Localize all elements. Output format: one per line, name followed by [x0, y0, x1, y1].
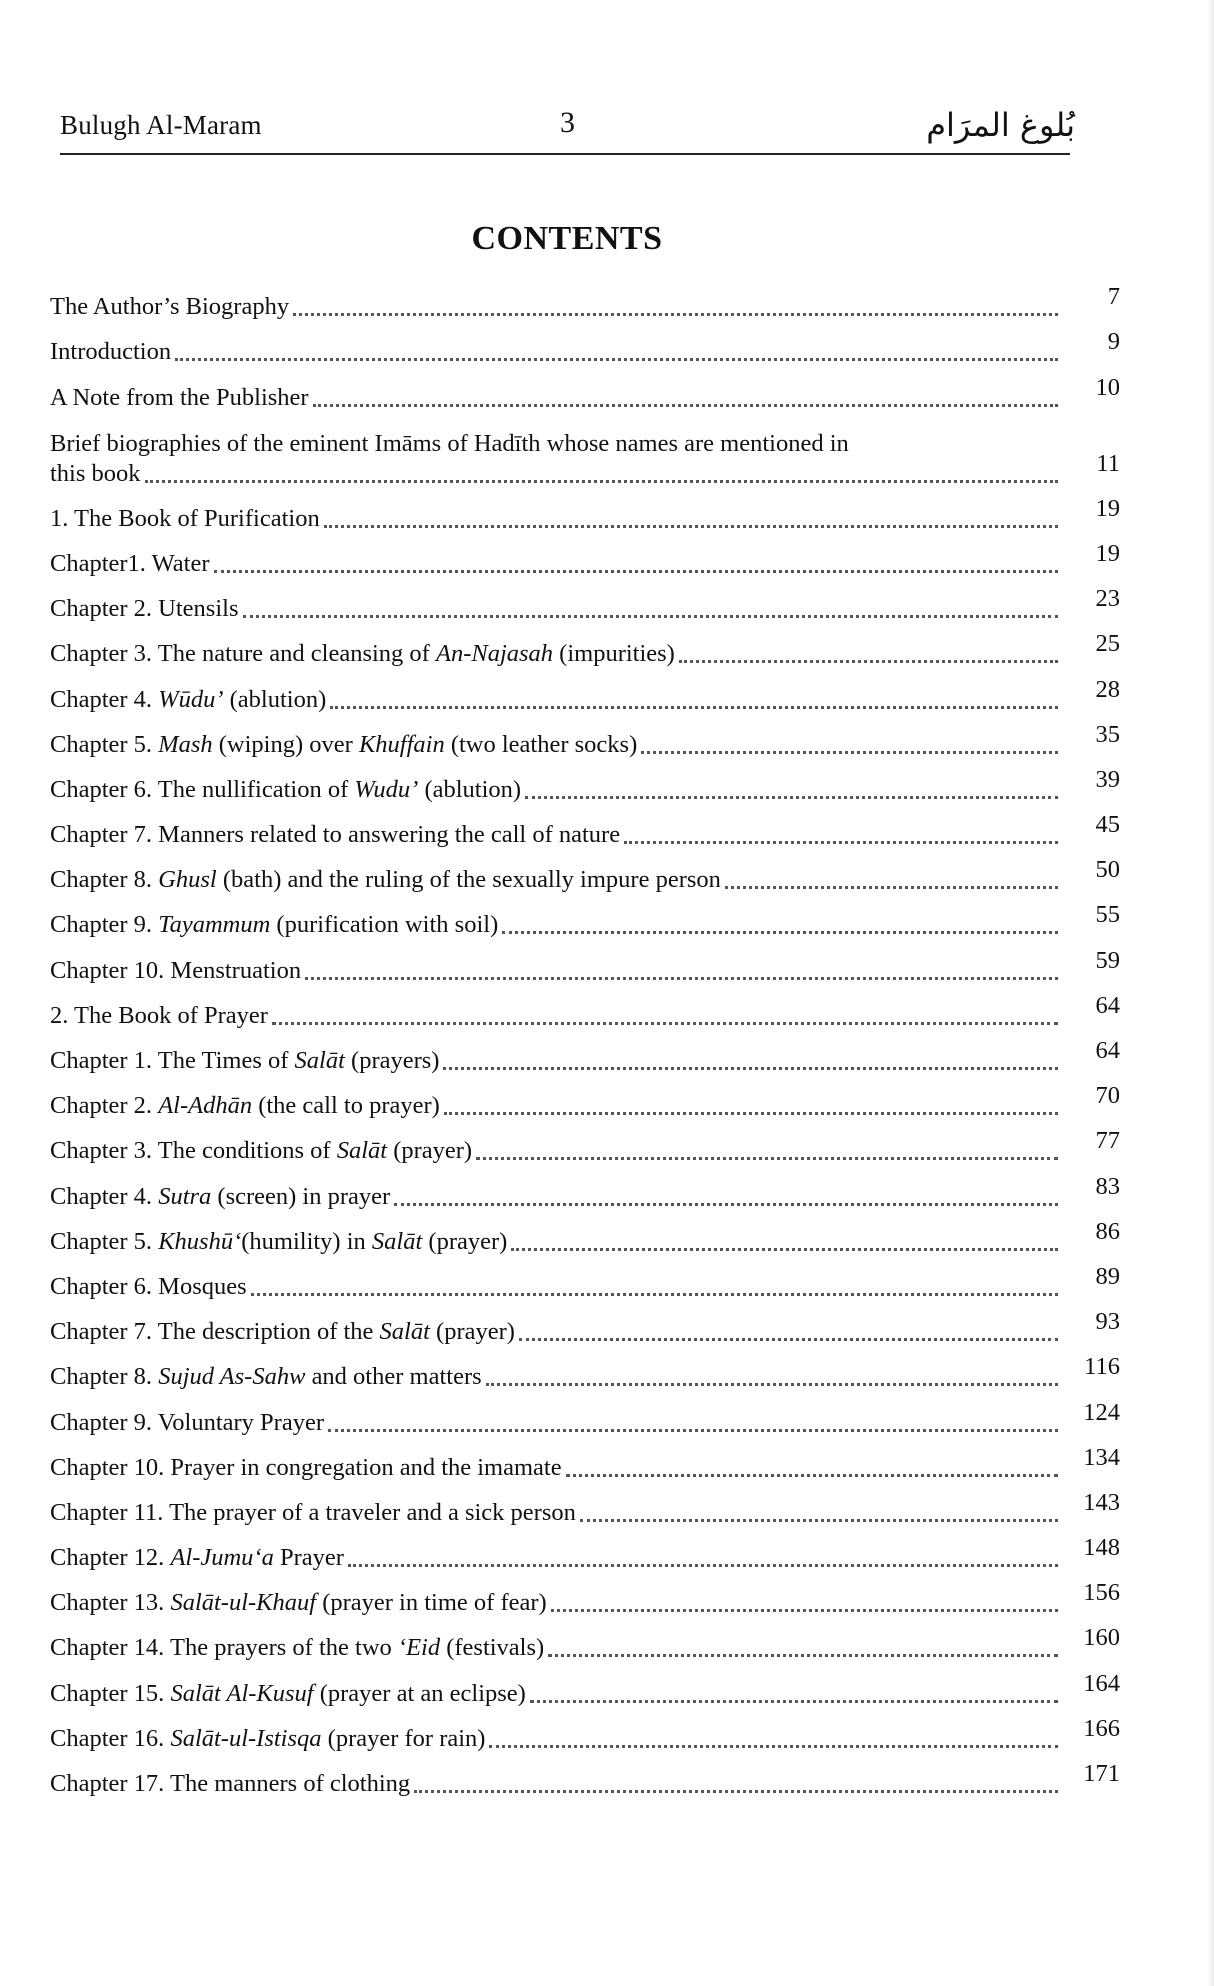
toc-entry[interactable]: [50, 1347, 1120, 1392]
dot-leader: [624, 840, 1058, 844]
toc-entry-title: [50, 1633, 544, 1663]
toc-entry-page: 70: [1095, 1082, 1120, 1110]
toc-entry-title: [50, 1046, 439, 1076]
toc-entry-term: Mash: [158, 730, 213, 758]
toc-entry-term: Salāt: [336, 1137, 388, 1165]
dot-leader: [328, 1428, 1058, 1432]
toc-entry-page: 23: [1095, 585, 1120, 613]
toc-entry-page: 39: [1095, 765, 1120, 793]
toc-entry-page: 171: [1083, 1760, 1120, 1787]
dot-leader: [486, 1382, 1058, 1386]
dot-leader: [566, 1473, 1058, 1477]
toc-entry[interactable]: [50, 940, 1120, 985]
toc-entry[interactable]: [50, 986, 1120, 1031]
page-number: 3: [560, 106, 575, 139]
toc-entry-title-text: (prayer for rain): [321, 1724, 486, 1752]
toc-entry-term: Khushū‘: [158, 1227, 242, 1255]
running-title: Bulugh Al-Maram: [60, 110, 262, 140]
toc-entry-page: 83: [1095, 1172, 1120, 1200]
toc-entry[interactable]: [50, 1709, 1120, 1754]
toc-entry[interactable]: [50, 715, 1120, 760]
dot-leader: [641, 750, 1058, 754]
toc-entry-term: Wudu’: [354, 775, 419, 803]
toc-entry-title: [50, 1679, 526, 1709]
dot-leader: [679, 659, 1058, 663]
toc-entry-title: [50, 383, 309, 413]
toc-entry-title: [50, 504, 320, 534]
toc-entry-title-text: Chapter 10. Prayer in congregation and the imamate: [50, 1453, 562, 1481]
toc-entry-title-text: Chapter 15.: [50, 1679, 171, 1707]
toc-entry-title-text: Chapter 4.: [50, 1182, 159, 1210]
toc-entry-title-text: (prayer): [429, 1318, 515, 1346]
toc-entry-term: Salāt Al-Kusuf: [170, 1679, 314, 1707]
toc-entry-term: Ghusl: [158, 866, 217, 894]
toc-entry-page: 77: [1095, 1127, 1120, 1155]
dot-leader: [519, 1337, 1058, 1341]
toc-entry-title-text: Chapter 5.: [50, 1227, 159, 1255]
toc-entry[interactable]: [50, 1754, 1120, 1799]
toc-entry[interactable]: [50, 1663, 1120, 1708]
toc-entry-title-text: (prayers): [344, 1047, 440, 1074]
toc-entry-title-text: Chapter 16.: [50, 1724, 171, 1752]
toc-entry-page: 45: [1095, 811, 1120, 839]
toc-entry-term: Al-Adhān: [158, 1092, 253, 1120]
toc-entry-page: 59: [1095, 946, 1120, 974]
toc-entry-term: Salāt: [379, 1318, 430, 1346]
toc-entry-title: [50, 292, 289, 322]
toc-entry-title-text: Chapter 11. The prayer of a traveler and a sick person: [50, 1498, 576, 1526]
table-of-contents: [50, 277, 1120, 1799]
toc-entry[interactable]: [50, 895, 1120, 940]
dot-leader: [272, 1021, 1058, 1025]
toc-entry-title-text: (ablution): [223, 685, 327, 713]
toc-entry-page: 148: [1083, 1534, 1120, 1562]
toc-entry-title: [50, 337, 171, 367]
contents-heading: CONTENTS: [471, 220, 663, 257]
header-rule: [60, 153, 1070, 155]
toc-entry-title-text: Chapter 17. The manners of clothing: [50, 1770, 411, 1797]
toc-entry[interactable]: [50, 1573, 1120, 1618]
toc-entry[interactable]: [50, 850, 1120, 895]
toc-entry-title-text: 1. The Book of Purification: [50, 504, 320, 532]
dot-leader: [511, 1247, 1058, 1251]
dot-leader: [414, 1789, 1058, 1793]
toc-entry-page: 124: [1083, 1398, 1120, 1426]
toc-entry[interactable]: [50, 322, 1120, 367]
dot-leader: [251, 1292, 1058, 1296]
toc-entry-term: Tayammum: [158, 911, 271, 939]
toc-entry[interactable]: [50, 1121, 1120, 1166]
toc-entry-term: Al-Jumu‘a: [170, 1544, 274, 1572]
toc-entry-title-text: (bath) and the ruling of the sexually impure person: [216, 866, 721, 894]
dot-leader: [305, 976, 1058, 980]
toc-entry-page: 86: [1095, 1217, 1120, 1245]
toc-entry-title-text: Chapter 7. Manners related to answering the call of nature: [50, 821, 621, 849]
dot-leader: [243, 614, 1059, 618]
toc-entry-title: [50, 1543, 344, 1573]
toc-entry-title-text: (prayer in time of fear): [316, 1589, 547, 1617]
dot-leader: [551, 1608, 1058, 1612]
toc-entry-term: Sujud As-Sahw: [158, 1363, 306, 1391]
dot-leader: [348, 1563, 1058, 1567]
toc-entry-title: [50, 730, 637, 760]
toc-entry-title: [50, 1227, 507, 1257]
toc-entry-page: 35: [1095, 720, 1120, 748]
toc-entry-title: [50, 1317, 515, 1347]
dot-leader: [214, 569, 1059, 573]
dot-leader: [580, 1518, 1058, 1522]
toc-entry-title: [50, 1453, 562, 1483]
toc-entry-title-text: Chapter 1. The Times of: [50, 1047, 295, 1074]
toc-entry-title-text: (prayer at an eclipse): [313, 1679, 526, 1707]
dot-leader: [330, 705, 1058, 709]
toc-entry[interactable]: [50, 1076, 1120, 1121]
toc-entry-title: [50, 956, 301, 986]
toc-entry-title-text: (ablution): [418, 775, 522, 803]
toc-entry[interactable]: [50, 1257, 1120, 1302]
toc-entry-title: [50, 1091, 440, 1121]
toc-entry-title-text: Chapter 14. The prayers of the two: [50, 1634, 398, 1662]
dot-leader: [548, 1653, 1058, 1657]
dot-leader: [502, 930, 1058, 934]
toc-entry[interactable]: [50, 1212, 1120, 1257]
toc-entry-term: An-Najasah: [435, 640, 554, 668]
toc-entry-page: 93: [1095, 1308, 1120, 1336]
toc-entry-title: [50, 910, 498, 940]
page-header: [60, 100, 1075, 150]
toc-entry-title-text: Chapter 4.: [50, 685, 159, 713]
toc-entry-page: 50: [1095, 856, 1120, 884]
toc-entry-title: [50, 594, 239, 624]
toc-entry-title: [50, 685, 326, 715]
toc-entry-title-text: Chapter 2.: [50, 1092, 159, 1120]
toc-entry-term: Wūdu’: [158, 685, 224, 713]
toc-entry[interactable]: [50, 669, 1120, 714]
dot-leader: [444, 1111, 1058, 1115]
toc-entry-page: 156: [1083, 1579, 1120, 1607]
toc-entry-term: Khuffain: [358, 730, 445, 758]
toc-entry-title-text: Chapter 12.: [50, 1544, 171, 1572]
toc-entry[interactable]: [50, 760, 1120, 805]
toc-entry-title-text: Chapter 2. Utensils: [50, 595, 239, 623]
toc-entry[interactable]: [50, 413, 1120, 489]
toc-entry-title: [50, 1272, 247, 1302]
toc-entry-title: [50, 1724, 485, 1754]
toc-entry-title: [50, 1136, 472, 1166]
toc-entry[interactable]: [50, 579, 1120, 624]
toc-entry-page: 164: [1083, 1669, 1120, 1697]
toc-entry-term: Sutra: [158, 1182, 212, 1210]
toc-entry-page: 64: [1095, 991, 1120, 1019]
toc-entry-title-text: Chapter 3. The nature and cleansing of: [50, 640, 436, 668]
toc-entry[interactable]: [50, 277, 1120, 322]
toc-entry-page: 166: [1083, 1714, 1120, 1742]
toc-entry[interactable]: [50, 489, 1120, 534]
toc-entry-title: [50, 1362, 482, 1392]
toc-entry-title-text: (prayer): [422, 1227, 508, 1255]
toc-entry-title-text: Chapter 6. Mosques: [50, 1272, 247, 1300]
toc-entry-page: 64: [1095, 1037, 1120, 1064]
toc-entry-title: [50, 1408, 324, 1438]
toc-entry-page: 25: [1095, 630, 1120, 658]
toc-entry[interactable]: [50, 1483, 1120, 1528]
toc-entry-page: 89: [1095, 1262, 1120, 1290]
toc-entry-title: [50, 1182, 390, 1212]
dot-leader: [725, 885, 1058, 889]
toc-entry-title: [50, 549, 210, 579]
toc-entry[interactable]: [50, 1392, 1120, 1437]
toc-entry-title-text: Prayer: [273, 1544, 344, 1572]
toc-entry-page: 160: [1083, 1624, 1120, 1652]
dot-leader: [394, 1202, 1058, 1206]
toc-entry-page: 116: [1084, 1353, 1120, 1381]
dot-leader: [313, 403, 1058, 407]
toc-entry-title-text: Chapter 6. The nullification of: [50, 775, 355, 803]
toc-entry[interactable]: [50, 1302, 1120, 1347]
toc-entry-title-text: The Author’s Biography: [50, 293, 290, 321]
dot-leader: [476, 1156, 1058, 1160]
toc-entry[interactable]: [50, 624, 1120, 669]
toc-entry-title: [50, 1498, 576, 1528]
toc-entry-title: [50, 775, 521, 805]
toc-entry-title-text: Chapter 13.: [50, 1589, 171, 1617]
toc-entry-title-text: Chapter 8.: [50, 1363, 159, 1391]
toc-entry-title: [50, 1769, 410, 1799]
toc-entry-page: 19: [1095, 539, 1120, 567]
toc-entry-page: 28: [1095, 675, 1120, 703]
dot-leader: [175, 357, 1058, 361]
toc-entry[interactable]: [50, 1031, 1120, 1076]
toc-entry-term: Salāt: [371, 1227, 423, 1255]
dot-leader: [324, 524, 1058, 528]
toc-entry[interactable]: [50, 367, 1120, 412]
toc-entry-title-text: (impurities): [553, 640, 675, 668]
toc-entry-title: [50, 1588, 547, 1618]
toc-entry-title-text: Introduction: [50, 338, 172, 366]
toc-entry-page: 7: [1107, 283, 1120, 311]
toc-entry[interactable]: [50, 1528, 1120, 1573]
toc-entry[interactable]: [50, 1438, 1120, 1483]
dot-leader: [145, 479, 1058, 483]
toc-entry-title-text: Chapter1. Water: [50, 549, 210, 577]
toc-entry-title-text: (two leather socks): [444, 730, 638, 758]
toc-entry-title-text: and other matters: [305, 1363, 482, 1391]
toc-entry-term: ‘Eid: [397, 1634, 441, 1662]
toc-entry-title-text: Chapter 9.: [50, 911, 159, 939]
toc-entry-page: 11: [1096, 449, 1120, 477]
toc-entry-title-line2: this book: [50, 459, 141, 487]
toc-entry[interactable]: [50, 1618, 1120, 1663]
toc-entry-title-text: Chapter 7. The description of the: [50, 1318, 380, 1346]
toc-entry-title-text: (humility) in: [241, 1227, 372, 1255]
toc-entry-title-text: (prayer): [387, 1137, 473, 1165]
dot-leader: [530, 1699, 1058, 1703]
dot-leader: [525, 795, 1058, 799]
toc-entry-title-text: (festivals): [440, 1634, 545, 1662]
toc-entry-title: [50, 639, 675, 669]
dot-leader: [443, 1066, 1058, 1070]
toc-entry-title: [50, 865, 721, 895]
toc-entry-title-text: Chapter 3. The conditions of: [50, 1137, 337, 1165]
dot-leader: [293, 312, 1058, 316]
toc-entry[interactable]: [50, 805, 1120, 850]
toc-entry-page: 10: [1095, 373, 1120, 401]
toc-entry-title-text: Chapter 9. Voluntary Prayer: [50, 1408, 324, 1436]
arabic-title: بُلوغ المرَام: [926, 106, 1075, 144]
toc-entry-title-text: A Note from the Publisher: [50, 383, 309, 411]
toc-entry-title-text: Chapter 5.: [50, 730, 159, 758]
toc-entry-title-text: (the call to prayer): [252, 1092, 440, 1120]
toc-entry[interactable]: [50, 534, 1120, 579]
toc-entry-title-text: (screen) in prayer: [211, 1182, 391, 1210]
toc-entry-term: Salāt: [294, 1047, 345, 1074]
toc-entry-title: [50, 820, 620, 850]
toc-entry[interactable]: [50, 1166, 1120, 1211]
page-edge-shadow: [1208, 0, 1214, 1986]
toc-entry-page: 55: [1095, 901, 1120, 929]
toc-entry-term: Salāt-ul-Istisqa: [170, 1724, 322, 1752]
toc-entry-title-text: (purification with soil): [270, 911, 499, 939]
toc-entry-line2: [50, 449, 1120, 489]
toc-entry-title-text: Chapter 8.: [50, 866, 159, 894]
toc-entry-title-text: (wiping) over: [212, 730, 359, 758]
toc-entry-page: 19: [1095, 494, 1120, 522]
toc-entry-title-text: 2. The Book of Prayer: [50, 1001, 268, 1029]
toc-entry-title-text: Chapter 10. Menstruation: [50, 956, 302, 984]
toc-entry-title: [50, 1001, 268, 1031]
toc-entry-page: 134: [1083, 1443, 1120, 1471]
toc-entry-title-line1: Brief biographies of the eminent Imāms of Hadīth whose names are mentioned in: [50, 429, 849, 457]
toc-entry-page: 9: [1107, 328, 1120, 356]
dot-leader: [489, 1744, 1058, 1748]
toc-entry-term: Salāt-ul-Khauf: [170, 1589, 317, 1617]
toc-entry-page: 143: [1083, 1488, 1120, 1516]
